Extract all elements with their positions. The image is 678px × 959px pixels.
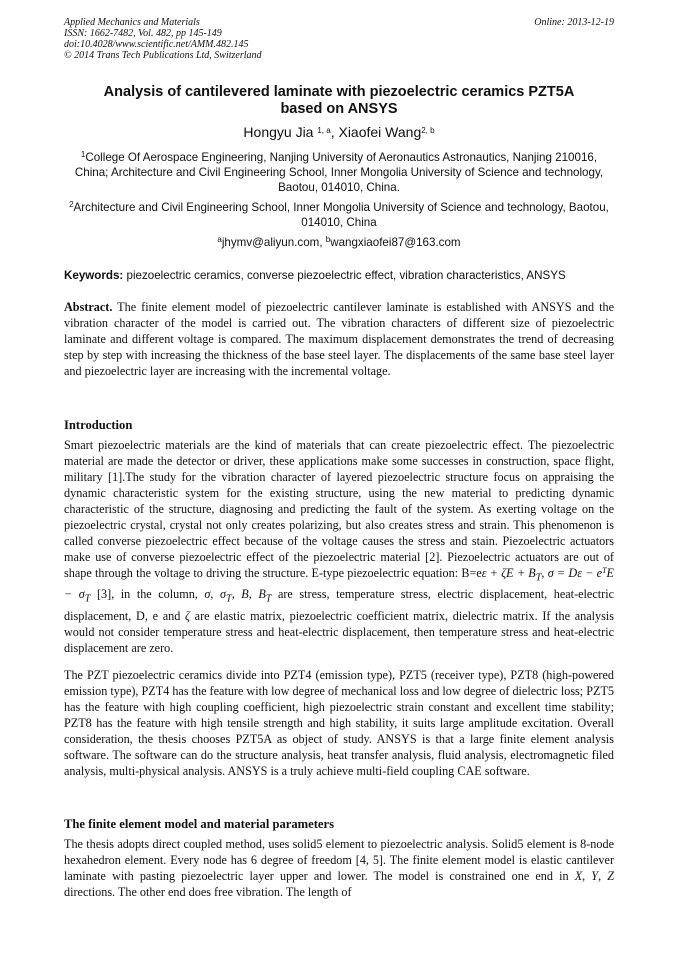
intro-p1-text-c: [3], in the column, — [90, 587, 205, 602]
affiliation-1-marker: 1 — [80, 150, 86, 159]
fem-p1-text-b: directions. The other end does free vibration. The length of — [64, 885, 352, 899]
section-heading-introduction: Introduction — [64, 418, 133, 432]
fem-p1-text-a: The thesis adopts direct coupled method, uses solid5 element to piezoelectric analysis. Solid5 element is 8-node hexahedron element. Every node has 6 degree of freedom [4, 5]. The finite element model is elastic cantilever laminate with pasting piezoelectric layer upper and lower. The model is constrained one end in — [64, 837, 614, 883]
intro-p1-text-b: , — [541, 566, 545, 580]
keywords — [64, 268, 614, 283]
axis-y: Y — [591, 869, 599, 883]
intro-p1-text-d: are stress, temperature stress, electric displacement, heat-electric displacement, D, e and — [64, 587, 614, 623]
email-1[interactable]: jhymv@aliyun.com — [221, 236, 320, 249]
axis-separator-2: , — [598, 869, 608, 883]
introduction-paragraph-1 — [64, 437, 614, 656]
abstract-text: The finite element model of piezoelectric cantilever laminate is established with ANSYS and the vibration character of the model is carried out. The vibration characters of different size of piezoelectric laminate and different voltage is compared. The maximum displacement demonstrates the trend of decreasing step by step with increasing the thickness of the base steel layer. The displacements of the same base steel layer and piezoelectric layer are increasing with the incremental voltage. — [64, 300, 614, 378]
author-separator: , — [330, 124, 339, 140]
affiliation-1-text: College Of Aerospace Engineering, Nanjing University of Aeronautics Astronautics, Nanjing 210016, China; Architecture and Civil Engineering School, Inner Mongolia University of Science and technology, Baotou, 014010, China. — [74, 151, 604, 194]
equation-sigma-superscript: T — [602, 566, 607, 575]
author-2-affil-marker: 2, b — [421, 126, 435, 135]
email-separator: , — [319, 236, 326, 249]
doi-line[interactable]: doi:10.4028/www.scientific.net/AMM.482.145 — [64, 39, 249, 50]
section-heading-fem: The finite element model and material parameters — [64, 817, 335, 831]
equation-variables: σ, σ — [204, 587, 227, 602]
intro-p1-text-e: are elastic matrix, piezoelectric coefficient matrix, dielectric matrix. If the analysis would not consider temperature stress and heat-electric displacement, then temperature stress and heat-electric displacement are zero. — [64, 608, 614, 655]
affiliation-2-marker: 2 — [69, 200, 74, 209]
affiliation-1 — [64, 150, 614, 195]
axis-separator-1: , — [582, 869, 592, 883]
fem-paragraph-1 — [64, 836, 614, 900]
paper-title — [64, 84, 614, 118]
author-1-affil-marker: 1, a — [317, 126, 331, 135]
journal-header — [64, 17, 262, 61]
introduction-paragraph-2: The PZT piezoelectric ceramics divide into PZT4 (emission type), PZT5 (receiver type), PZT8 (high-powered emission type), PZT4 has the feature with low degree of mechanical loss and low degree of dielectric loss; PZT5 has the feature with high coupling coefficient, high piezoelectric strain constant and excellent time stability; PZT8 has the feature with high tensile strength and high stability, it suits large amplitude excitation. Overall consideration, the thesis chooses PZT5A as object of study. ANSYS is that a large finite element analysis software. The software can do the structure analysis, heat transfer analysis, fluid analysis, electromagnetic filed analysis, multi-physical analysis. ANSYS is a truly achieve multi-field coupling CAE software. — [64, 668, 614, 778]
affiliation-2-text: Architecture and Civil Engineering School, Inner Mongolia University of Science and technology, Baotou, 014010, China — [73, 201, 609, 229]
author-2: Xiaofei Wang — [338, 124, 422, 140]
copyright-line: © 2014 Trans Tech Publications Ltd, Switzerland — [64, 50, 262, 61]
equation-b-subscript: T — [535, 572, 542, 584]
author-1: Hongyu Jia — [243, 124, 314, 140]
equation-sigma-part-b: E − σ — [64, 566, 614, 602]
author-emails — [64, 236, 614, 250]
email-2-marker: b — [325, 235, 331, 244]
abstract — [64, 299, 614, 379]
issn-line: ISSN: 1662-7482, Vol. 482, pp 145-149 — [64, 28, 222, 39]
online-date: Online: 2013-12-19 — [534, 17, 614, 28]
intro-p1-text-a: Smart piezoelectric materials are the kind of materials that can create piezoelectric effect. The piezoelectric material are made the detector or driver, these applications make some successes in construction, space flight, military [1].The study for the vibration character of layered piezoelectric structure focus on appraising the dynamic characteristic system for the existing structure, using the new material to predicting dynamic characteristic of the structure, diagnosing and predicting the fault of the system. As exerting voltage on the piezoelectric crystal, crystal not only creates polarizing, but also creates stress and strain. This phenomenon is called converse piezoelectric effect because of the voltage causes the stress and stain. Piezoelectric actuators make use of converse piezoelectric effect of the piezoelectric material [2]. Piezoelectric actuators are out of shape through the voltage to driving the structure. E-type piezoelectric equation: B=e — [64, 438, 614, 580]
equation-b: ε + ζE + B — [481, 566, 536, 580]
equation-variables-part-b: , B, B — [231, 587, 266, 602]
equation-sigma: σ = Dε − e — [547, 566, 603, 580]
title-line-1: Analysis of cantilevered laminate with piezoelectric ceramics PZT5A — [103, 84, 575, 100]
author-list — [64, 124, 614, 140]
axis-x: X — [574, 869, 583, 883]
keywords-label: Keywords: — [64, 269, 124, 282]
affiliation-2 — [64, 200, 614, 230]
axis-z: Z — [607, 869, 615, 883]
email-2[interactable]: wangxiaofei87@163.com — [330, 236, 461, 249]
email-1-marker: a — [217, 235, 222, 244]
abstract-label: Abstract. — [64, 300, 113, 314]
equation-sigma-subscript: T — [84, 593, 91, 605]
keywords-text: piezoelectric ceramics, converse piezoelectric effect, vibration characteristics, ANSYS — [123, 269, 566, 282]
equation-variables-subscript-1: T — [226, 593, 232, 605]
equation-zeta: ζ — [185, 608, 190, 623]
journal-name: Applied Mechanics and Materials — [64, 17, 200, 28]
title-line-2: based on ANSYS — [280, 101, 398, 117]
equation-variables-subscript-2: T — [265, 593, 272, 605]
